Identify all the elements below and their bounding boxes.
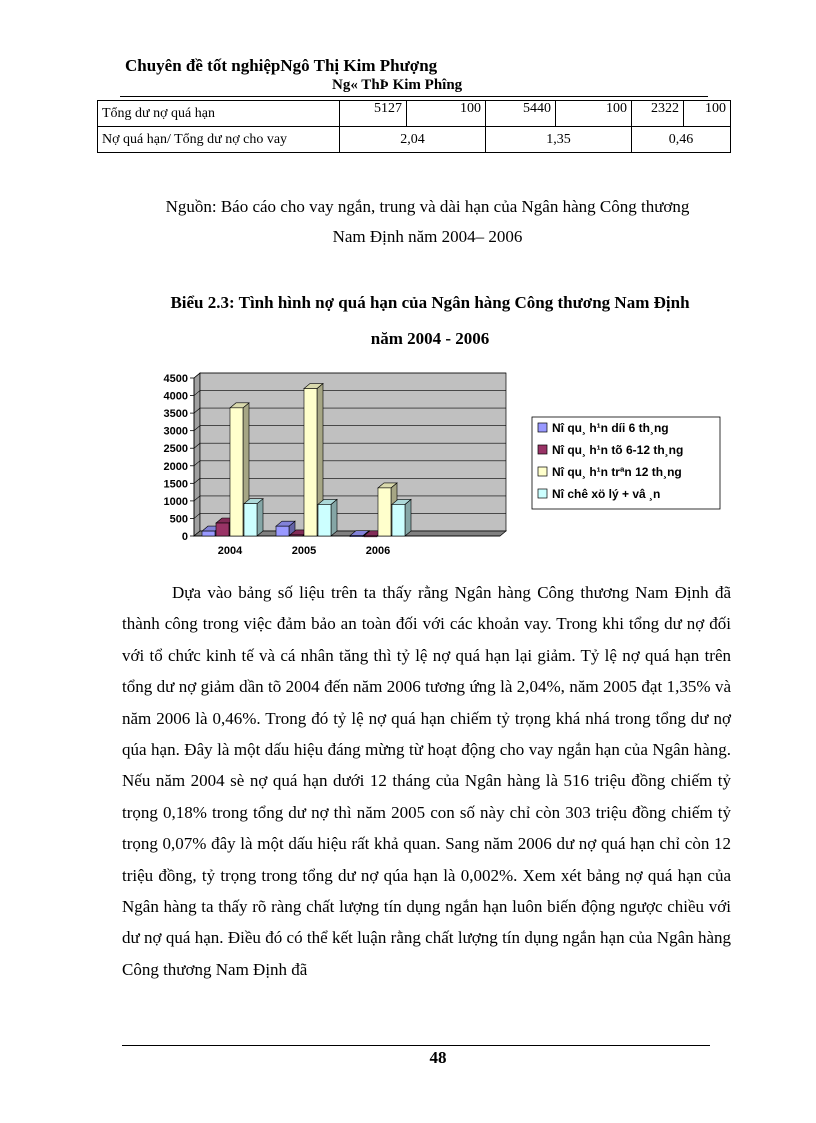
y-tick-label: 4000 <box>163 390 188 403</box>
bar <box>202 531 215 536</box>
x-tick-label: 2005 <box>291 545 317 557</box>
overdue-debt-chart <box>150 365 730 565</box>
chart-side-wall <box>194 373 200 536</box>
legend-swatch <box>538 489 547 498</box>
table-cell: 1,35 <box>486 127 632 153</box>
y-tick-label: 0 <box>181 531 188 543</box>
table-cell: 5440 <box>486 101 556 127</box>
bar <box>216 523 229 536</box>
chart-title-line: Biểu 2.3: Tình hình nợ quá hạn của Ngân hàng Công thương Nam Định <box>170 293 690 312</box>
bar-side <box>257 499 263 536</box>
table-row <box>98 127 731 153</box>
bar <box>318 504 331 536</box>
source-line: Nam Định năm 2004– 2006 <box>332 227 523 246</box>
table-cell: 2322 <box>632 101 684 127</box>
x-tick-label: 2006 <box>365 545 391 557</box>
y-tick-label: 3500 <box>163 408 188 421</box>
bar <box>350 536 363 537</box>
bar <box>230 408 243 536</box>
y-tick-label: 3000 <box>163 425 188 438</box>
bar <box>304 389 317 536</box>
table-cell-label: Tổng dư nợ quá hạn <box>98 101 340 127</box>
legend-swatch <box>538 467 547 476</box>
bar-side <box>331 499 337 536</box>
table-cell-label: Nợ quá hạn/ Tổng dư nợ cho vay <box>98 127 340 153</box>
page-number: 48 <box>429 1048 447 1067</box>
header-divider <box>120 96 708 97</box>
chart-title <box>110 285 750 357</box>
y-tick-label: 1000 <box>163 495 188 508</box>
body-text <box>122 577 731 985</box>
legend-label: Nî qu¸ h¹n trªn 12 th¸ng <box>552 465 682 479</box>
table-cell: 100 <box>684 101 731 127</box>
table-source <box>120 192 735 252</box>
y-tick-label: 4500 <box>163 373 188 385</box>
bar <box>290 535 303 536</box>
x-tick-label: 2004 <box>217 545 243 557</box>
table-cell: 0,46 <box>632 127 731 153</box>
bar <box>364 536 377 537</box>
bar-side <box>405 499 411 536</box>
bar <box>392 504 405 536</box>
source-line: Nguồn: Báo cáo cho vay ngắn, trung và dài hạn của Ngân hàng Công thương <box>165 197 690 216</box>
footer-divider <box>122 1045 710 1046</box>
y-tick-label: 2500 <box>163 443 188 456</box>
legend-swatch <box>538 423 547 432</box>
header-title: Chuyên đề tốt nghiệpNgô Thị Kim Phượng <box>125 56 438 75</box>
header-author-garbled: Ng« ThÞ Kim Phîng <box>332 77 463 93</box>
y-tick-label: 2000 <box>163 460 188 473</box>
table-cell: 100 <box>556 101 632 127</box>
body-paragraph: Dựa vào bảng số liệu trên ta thấy rằng Ngân hàng Công thương Nam Định đã thành công trong việc đảm bảo an toàn đối với các khoản vay. Trong khi tổng dư nợ đối với tổ chức kinh tế và cá nhân tăng thì tỷ lệ nợ quá hạn lại giảm. Tỷ lệ nợ quá hạn trên tổng dư nợ giảm dần tõ 2004 đến năm 2006 tương ứng là 2,04%, năm 2005 đạt 1,35% và năm 2006 là 0,46%. Trong đó tỷ lệ nợ quá hạn chiếm tỷ trọng khá nhá trong tổng dư nợ qúa hạn. Đây là một dấu hiệu đáng mừng từ hoạt động cho vay ngắn hạn của Ngân hàng. Nếu năm 2004 sè nợ quá hạn dưới 12 tháng của Ngân hàng là 516 triệu đồng chiếm tỷ trọng 0,18% trong tổng dư nợ thì năm 2005 con số này chỉ còn 303 triệu đồng chiếm tỷ trọng 0,07% đây là một dấu hiệu rất khả quan. Sang năm 2006 dư nợ quá hạn chỉ còn 12 triệu đồng, tỷ trọng trong tổng dư nợ qúa hạn là 0,002%. Xem xét bảng nợ quá hạn của Ngân hàng ta thấy rõ ràng chất lượng tín dụng ngắn hạn luôn biến động ngược chiều với dư nợ quá hạn. Điều đó có thể kết luận rằng chất lượng tín dụng ngắn hạn của Ngân hàng Công thương Nam Định đã <box>122 583 731 979</box>
legend-label: Nî qu¸ h¹n díi 6 th¸ng <box>552 421 669 435</box>
debt-table <box>97 100 731 153</box>
y-tick-label: 500 <box>169 513 188 526</box>
chart-title-line: năm 2004 - 2006 <box>370 329 490 348</box>
table-cell: 2,04 <box>340 127 486 153</box>
legend-label: Nî qu¸ h¹n tõ 6-12 th¸ng <box>552 443 684 457</box>
bar <box>276 526 289 536</box>
bar <box>378 488 391 536</box>
bar <box>244 504 257 536</box>
table-row <box>98 101 731 127</box>
legend-swatch <box>538 445 547 454</box>
legend-label: Nî chê xö lý + vâ ¸n <box>552 487 661 501</box>
y-tick-label: 1500 <box>163 478 188 491</box>
table-cell: 100 <box>407 101 486 127</box>
table-cell: 5127 <box>340 101 407 127</box>
